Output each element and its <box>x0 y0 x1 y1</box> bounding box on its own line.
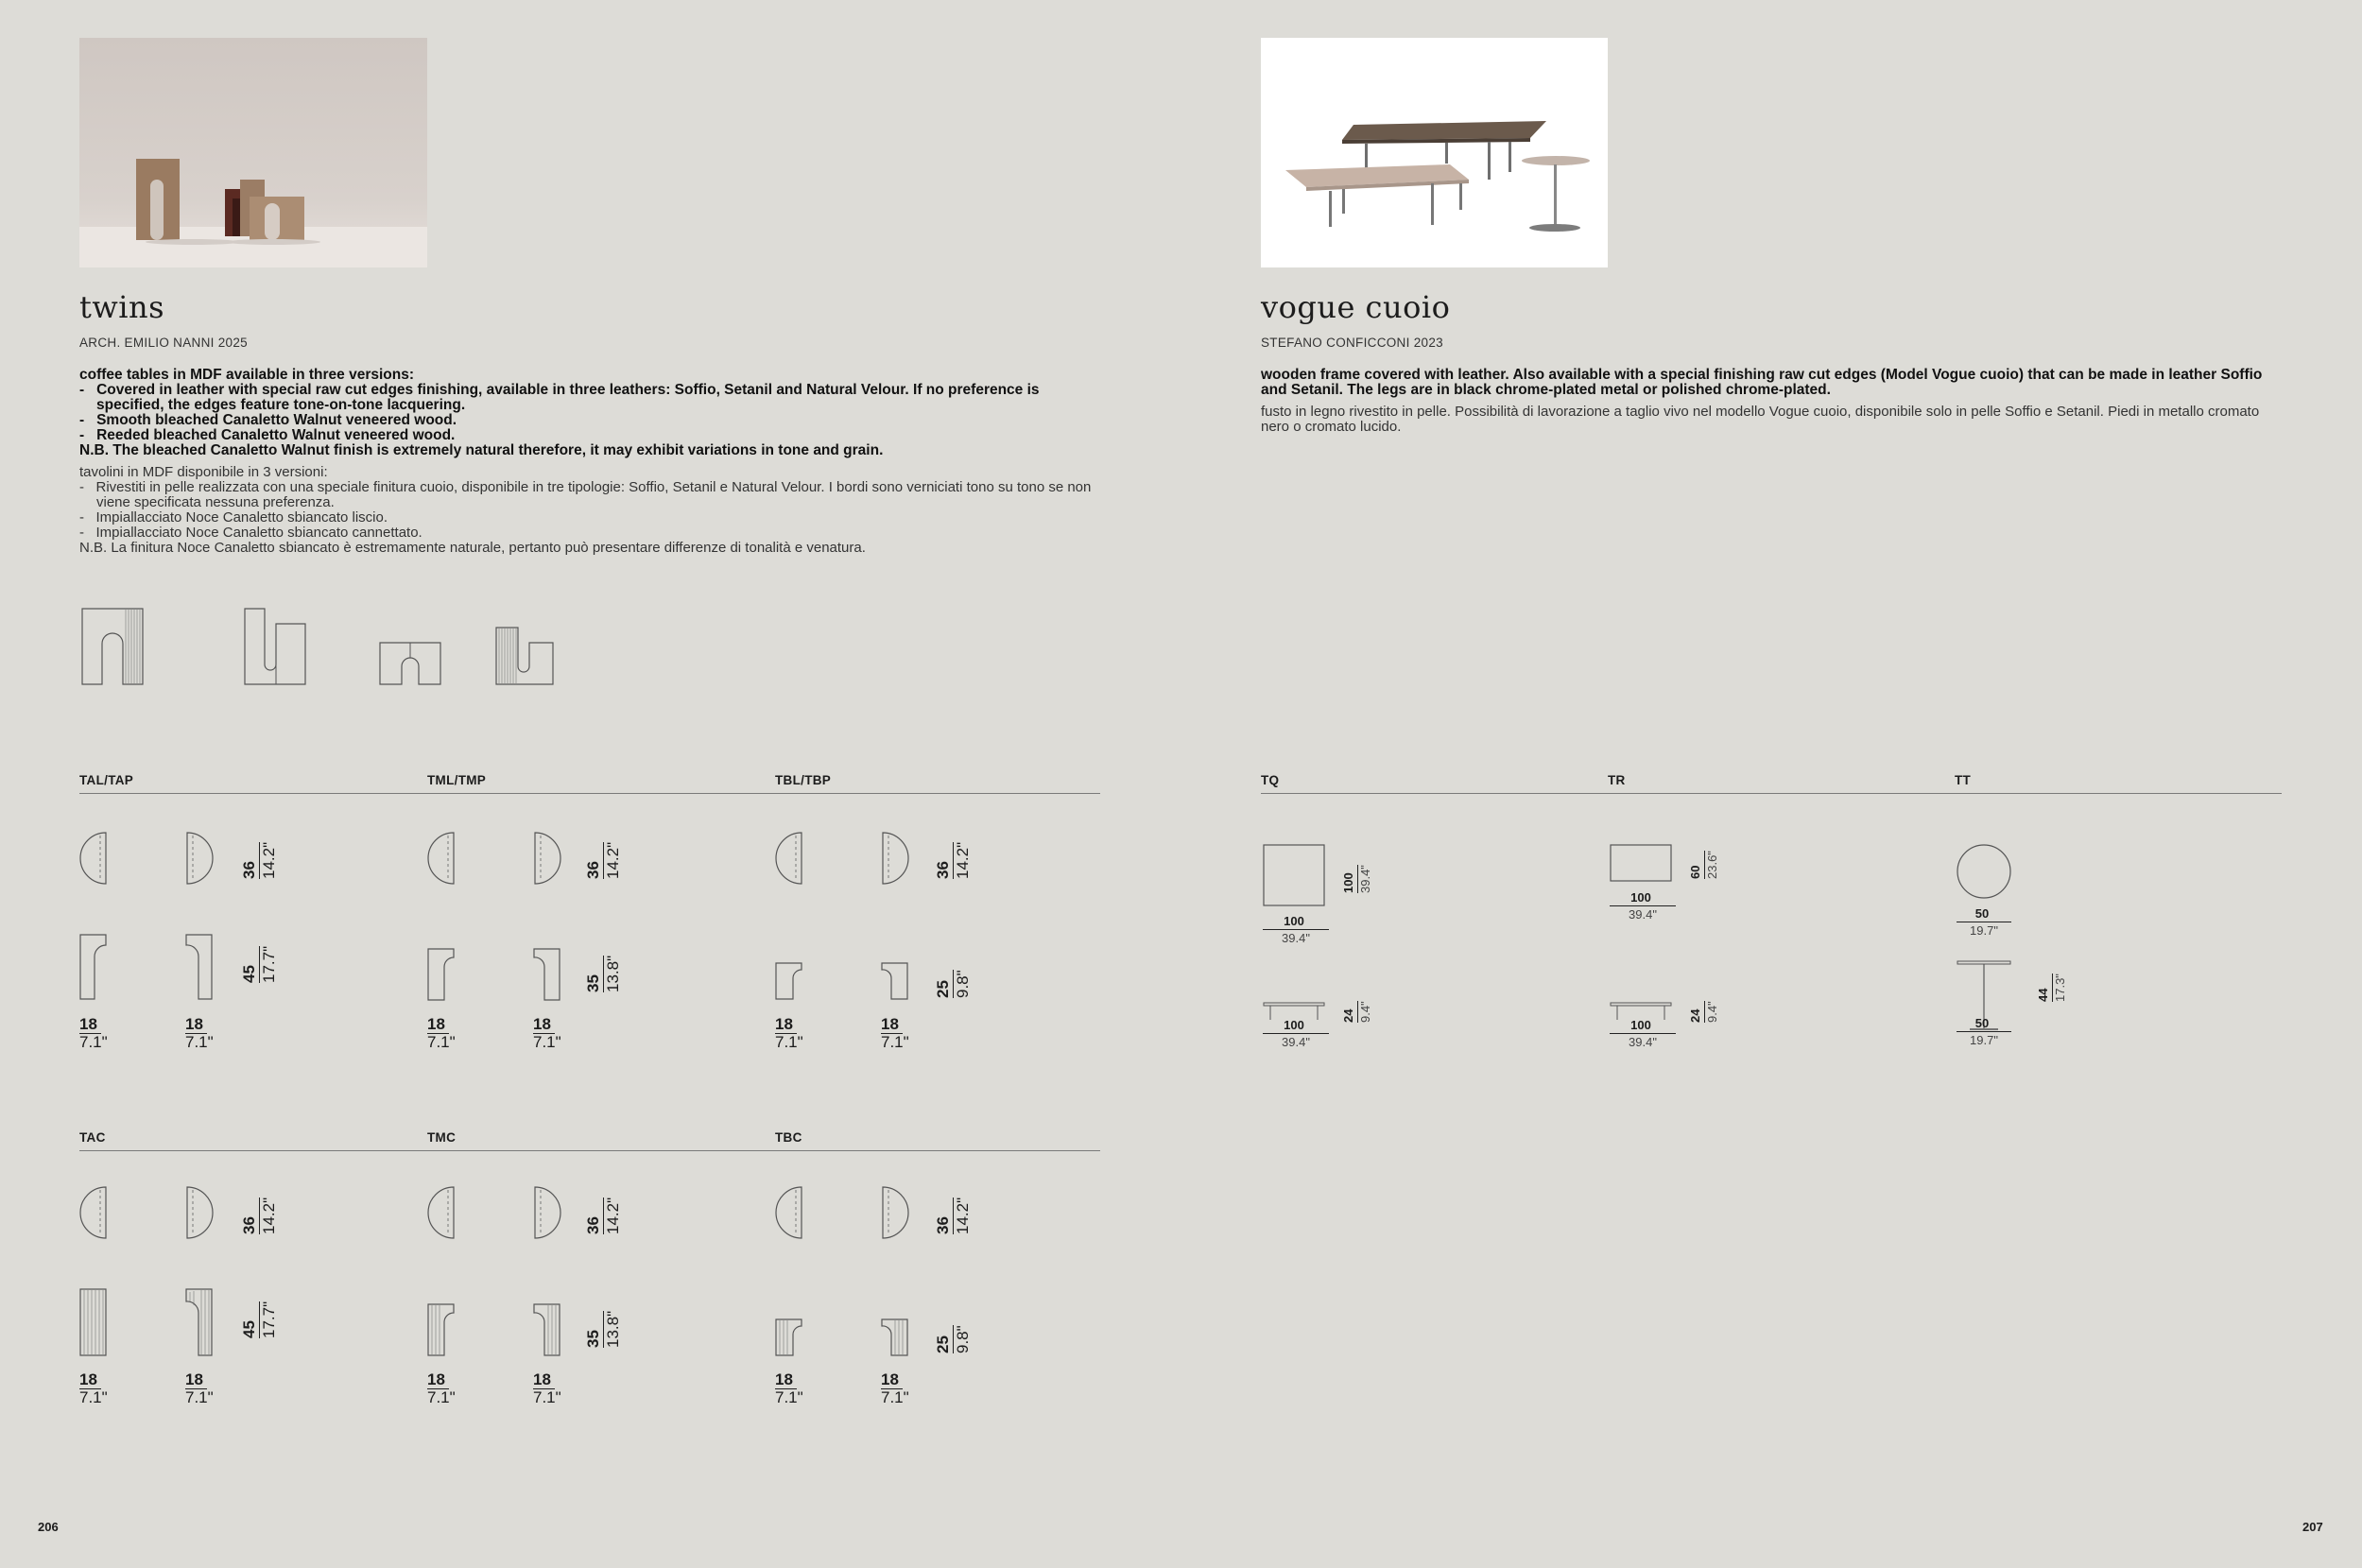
tt-height-dimension: 44 17.3" <box>2036 974 2067 1002</box>
vogue-cuoio-product-photo <box>1261 38 1608 267</box>
desc-en-intro: coffee tables in MDF available in three versions: <box>79 367 415 383</box>
desc-en: wooden frame covered with leather. Also available with a special finishing raw cut edges (Model Vogue cuoio) that can be made in leather Soffio and Setanil. The legs are in black chrome-plated metal or polished chrome-plated. <box>1261 367 2263 398</box>
page-number-left: 206 <box>38 1520 59 1534</box>
side-profile-low <box>775 962 803 1000</box>
side-profile-mid <box>427 948 456 1001</box>
tr-height-dimension: 24 9.4" <box>1688 1001 1719 1023</box>
top-view-right <box>881 832 909 885</box>
width-dimension: 18 7.1" <box>533 1015 561 1051</box>
tq-height-dimension: 24 9.4" <box>1341 1001 1372 1023</box>
section-label-tal-tap: TAL/TAP <box>79 773 134 787</box>
width-dimension: 18 7.1" <box>427 1015 456 1051</box>
tt-width-dimension: 50 19.7" <box>1957 907 2011 939</box>
tq-side-width-dimension: 100 39.4" <box>1263 1019 1329 1051</box>
section-label-tr: TR <box>1608 773 1626 787</box>
side-profile-reeded-low <box>775 1318 803 1356</box>
tq-top-view <box>1263 844 1325 906</box>
tr-top-view <box>1610 844 1672 882</box>
side-profile-reeded-tall <box>185 1288 214 1356</box>
top-view-right <box>185 832 214 885</box>
depth-dimension: 36 14.2" <box>584 1197 622 1234</box>
depth-dimension: 36 14.2" <box>934 841 972 879</box>
desc-it-note: N.B. La finitura Noce Canaletto sbiancato è estremamente naturale, pertanto può presentare differenze di tonalità e venatura. <box>79 540 866 556</box>
desc-en-note: N.B. The bleached Canaletto Walnut finish is extremely natural therefore, it may exhibit variations in tone and grain. <box>79 442 884 458</box>
tq-depth-dimension: 100 39.4" <box>1341 865 1372 893</box>
depth-dimension: 36 14.2" <box>240 841 278 879</box>
desc-en-item: - Covered in leather with special raw cut edges finishing, available in three leathers: Soffio, Setanil and Natural Velour. If no preference is specified, the edges feature tone-on-tone lacquering. <box>79 382 1040 413</box>
twins-description-it <box>79 465 1100 556</box>
section-rule <box>79 1150 1100 1151</box>
top-view-right <box>185 1186 214 1239</box>
twins-version-drawing-pair <box>244 608 306 685</box>
height-dimension: 45 17.7" <box>240 945 278 983</box>
vogue-cuoio-byline: STEFANO CONFICCONI 2023 <box>1261 336 1443 350</box>
twins-byline: ARCH. EMILIO NANNI 2025 <box>79 336 248 350</box>
top-view-right <box>881 1186 909 1239</box>
tq-width-dimension: 100 39.4" <box>1263 915 1329 947</box>
side-profile-reeded-mid <box>533 1303 561 1356</box>
width-dimension: 18 7.1" <box>427 1370 456 1406</box>
height-dimension: 25 9.8" <box>934 1325 972 1353</box>
side-profile-mid <box>533 948 561 1001</box>
top-view-left <box>79 832 108 885</box>
top-view-left <box>79 1186 108 1239</box>
page-number-right: 207 <box>2302 1520 2323 1534</box>
top-view-left <box>427 832 456 885</box>
twins-product-photo <box>79 38 427 267</box>
section-rule <box>1261 793 2282 794</box>
depth-dimension: 36 14.2" <box>240 1197 278 1234</box>
tt-side-width-dimension: 50 19.7" <box>1957 1017 2011 1049</box>
height-dimension: 35 13.8" <box>584 1310 622 1348</box>
section-rule <box>79 793 1100 794</box>
top-view-right <box>533 832 561 885</box>
vogue-cuoio-description-en <box>1261 368 2282 398</box>
tr-depth-dimension: 60 23.6" <box>1688 851 1719 879</box>
tt-top-view <box>1957 844 2011 899</box>
section-label-tbc: TBC <box>775 1130 802 1145</box>
twins-version-drawing-reeded <box>495 627 554 685</box>
desc-it: fusto in legno rivestito in pelle. Possibilità di lavorazione a taglio vivo nel modello Vogue cuoio, disponibile solo in pelle Soffio e Setanil. Piedi in metallo cromato nero o cromato lucido. <box>1261 404 2260 435</box>
section-label-tml-tmp: TML/TMP <box>427 773 487 787</box>
width-dimension: 18 7.1" <box>775 1015 803 1051</box>
desc-it-item: - Impiallacciato Noce Canaletto sbiancato cannettato. <box>79 525 422 541</box>
section-label-tbl-tbp: TBL/TBP <box>775 773 832 787</box>
width-dimension: 18 7.1" <box>881 1015 909 1051</box>
side-profile-reeded-low <box>881 1318 909 1356</box>
top-view-left <box>775 832 803 885</box>
width-dimension: 18 7.1" <box>881 1370 909 1406</box>
width-dimension: 18 7.1" <box>185 1015 214 1051</box>
side-profile-tall <box>79 934 108 1000</box>
section-label-tmc: TMC <box>427 1130 457 1145</box>
twins-description-en <box>79 368 1100 458</box>
desc-it-intro: tavolini in MDF disponibile in 3 versioni: <box>79 464 328 480</box>
tr-width-dimension: 100 39.4" <box>1610 891 1676 923</box>
top-view-right <box>533 1186 561 1239</box>
desc-it-item: - Impiallacciato Noce Canaletto sbiancato liscio. <box>79 509 388 526</box>
twins-version-drawing-low <box>379 642 441 685</box>
vogue-cuoio-title: vogue cuoio <box>1261 289 1451 325</box>
desc-it-item: - Rivestiti in pelle realizzata con una speciale finitura cuoio, disponibile in tre tipologie: Soffio, Setanil e Natural Velour. I bordi sono verniciati tono su tono se non viene specificata nessuna preferenza. <box>79 479 1092 510</box>
top-view-left <box>775 1186 803 1239</box>
section-label-tq: TQ <box>1261 773 1280 787</box>
depth-dimension: 36 14.2" <box>934 1197 972 1234</box>
side-profile-reeded-mid <box>427 1303 456 1356</box>
width-dimension: 18 7.1" <box>79 1370 108 1406</box>
twins-title: twins <box>79 289 165 325</box>
section-label-tac: TAC <box>79 1130 106 1145</box>
side-profile-tall <box>185 934 214 1000</box>
desc-en-item: - Smooth bleached Canaletto Walnut veneered wood. <box>79 412 457 428</box>
height-dimension: 25 9.8" <box>934 970 972 998</box>
side-profile-low <box>881 962 909 1000</box>
tr-side-width-dimension: 100 39.4" <box>1610 1019 1676 1051</box>
width-dimension: 18 7.1" <box>775 1370 803 1406</box>
desc-en-item: - Reeded bleached Canaletto Walnut veneered wood. <box>79 427 456 443</box>
width-dimension: 18 7.1" <box>533 1370 561 1406</box>
width-dimension: 18 7.1" <box>79 1015 108 1051</box>
side-profile-reeded-tall <box>79 1288 108 1356</box>
twins-version-drawing-tall <box>81 608 144 685</box>
width-dimension: 18 7.1" <box>185 1370 214 1406</box>
height-dimension: 45 17.7" <box>240 1301 278 1338</box>
depth-dimension: 36 14.2" <box>584 841 622 879</box>
height-dimension: 35 13.8" <box>584 955 622 992</box>
section-label-tt: TT <box>1955 773 1972 787</box>
vogue-cuoio-description-it <box>1261 405 2282 435</box>
top-view-left <box>427 1186 456 1239</box>
